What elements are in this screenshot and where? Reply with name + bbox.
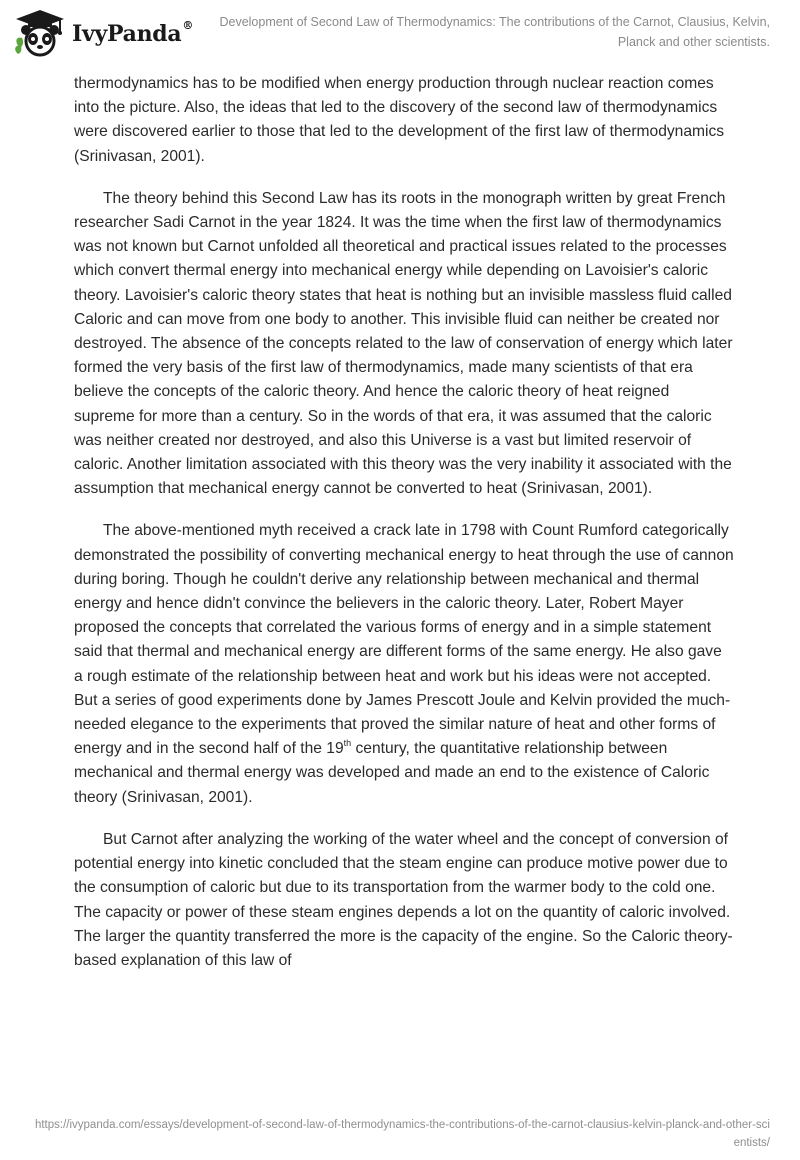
paragraph-3-text-b: century, the quantitative relationship between mechanical and thermal energy was developed and made an end to the existence of Caloric theory (Srinivasan, 2001). — [74, 740, 710, 806]
paragraph-2: The theory behind this Second Law has its roots in the monograph written by great French researcher Sadi Carnot in the year 1824. It was the time when the first law of thermodynamics was not known but Carnot unfolded all theoretical and practical issues related to the processes which convert thermal energy into mechanical energy while depending on Lavoisier's caloric theory. Lavoisier's caloric theory states that heat is nothing but an invisible massless fluid called Caloric and can move from one body to another. This invisible fluid can neither be created nor destroyed. The absence of the concepts related to the law of conservation of energy which later formed the very basis of the first law of thermodynamics, made many scientists of that era believe the concepts of the caloric theory. And hence the caloric theory of heat reigned supreme for more than a century. So in the words of that era, it was assumed that the caloric was neither created nor destroyed, and also this Universe is a vast but limited reservoir of caloric. Another limitation associated with this theory was the very inability it associated with the assumption that mechanical energy cannot be converted to heat (Srinivasan, 2001). — [74, 189, 733, 498]
paragraph-1: thermodynamics has to be modified when energy production through nuclear reaction comes into the picture. Also, the ideas that led to the discovery of the second law of thermodynamics were discovered earlier to those that led to the development of the first law of thermodynamics (Srinivasan, 2001). — [74, 75, 725, 165]
panda-graduate-icon — [14, 8, 66, 58]
paragraph-3-text-a: The above-mentioned myth received a crack late in 1798 with Count Rumford categorically demonstrated the possibility of converting mechanical energy to heat through the use of cannon during boring. Though he couldn't derive any relationship between mechanical and thermal energy and hence didn't convince the believers in the caloric theory. Later, Robert Mayer proposed the concepts that correlated the various forms of energy and in a simple statement said that thermal and mechanical energy are different forms of the same energy. He also gave a rough estimate of the relationship between heat and work but his ideas were not accepted. But a series of good experiments done by James Prescott Joule and Kelvin provided the much-needed elegance to the experiments that proved the similar nature of heat and other forms of energy and in the second half of the 19 — [74, 522, 734, 758]
ivypanda-logo[interactable] — [14, 8, 193, 58]
document-title: Development of Second Law of Thermodynamics: The contributions of the Carnot, Clausius, Kelvin, Planck and other scientists. — [219, 15, 770, 49]
source-url[interactable]: https://ivypanda.com/essays/development-of-second-law-of-thermodynamics-the-contributions-of-the-carnot-clausius-kelvin-planck-and-other-scientists/ — [34, 1119, 770, 1149]
paragraph-4: But Carnot after analyzing the working of the water wheel and the concept of conversion of potential energy into kinetic concluded that the steam engine can produce motive power due to the consumption of caloric but due to its transportation from the warmer body to the cold one. The capacity or power of these steam engines depends a lot on the quantity of caloric involved. The larger the quantity transferred the more is the capacity of the engine. So the Caloric theory-based explanation of this law of — [74, 830, 733, 969]
page-header — [0, 0, 800, 62]
logo-wordmark: IvyPanda® — [72, 19, 194, 47]
essay-body — [74, 72, 734, 991]
registered-mark: ® — [182, 19, 194, 32]
ordinal-superscript: th — [343, 738, 352, 749]
paragraph-3 — [74, 519, 734, 809]
